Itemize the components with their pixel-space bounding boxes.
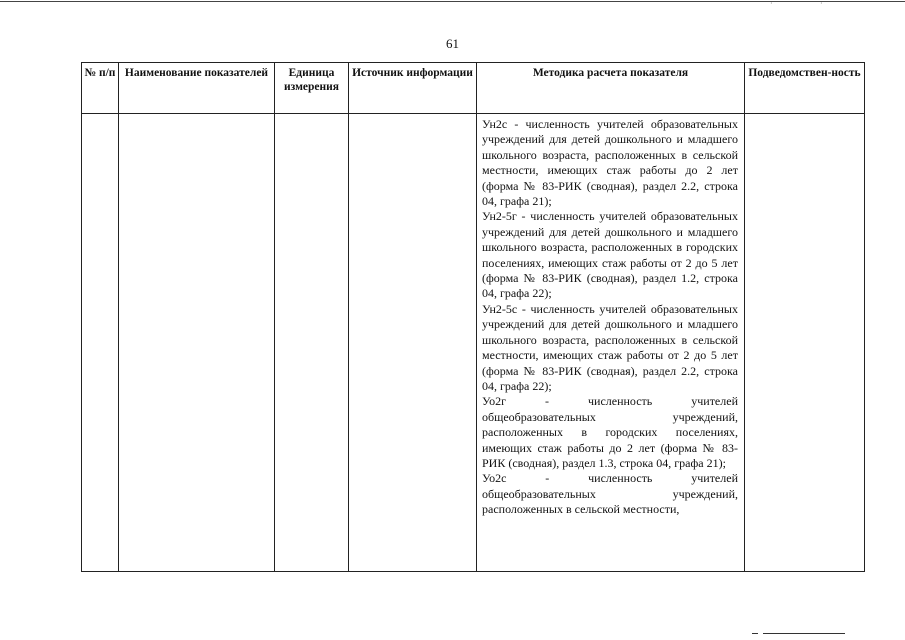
scan-artifact-mark: · bbox=[820, 0, 823, 8]
cell-unit bbox=[275, 114, 349, 572]
method-entry: Ун2с - численность учителей образовательных учреждений для детей дошкольного и младшего школьного возраста, расположенных в сельской местности, имеющих стаж работы до 2 лет (форма № 83-РИК (сводная), раздел 2.2, строка 04, графа 21); bbox=[482, 117, 738, 209]
method-entry: Ун2-5с - численность учителей образовательных учреждений для детей дошкольного и младшего школьного возраста, расположенных в сельской местности, имеющих стаж работы от 2 до 5 лет (форма № 83-РИК (сводная), раздел 2.2, строка 04, графа 22); bbox=[482, 301, 738, 393]
cell-indicator-name bbox=[119, 114, 275, 572]
header-number: № п/п bbox=[82, 63, 119, 114]
cell-source bbox=[349, 114, 477, 572]
table-row bbox=[82, 114, 865, 572]
footer-dash bbox=[752, 633, 758, 634]
header-method: Методика расчета показателя bbox=[477, 63, 745, 114]
header-unit: Единица измерения bbox=[275, 63, 349, 114]
header-subordination: Подведомствен-ность bbox=[745, 63, 865, 114]
page-number: 61 bbox=[446, 36, 459, 51]
header-source: Источник информации bbox=[349, 63, 477, 114]
header-indicator-name: Наименование показателей bbox=[119, 63, 275, 114]
footer-line bbox=[763, 633, 845, 634]
method-entry: Уо2г - численность учителей общеобразовательных учреждений, расположенных в городских поселениях, имеющих стаж работы до 2 лет (форма № 83-РИК (сводная), раздел 1.3, строка 04, графа 21); bbox=[482, 394, 738, 470]
cell-number bbox=[82, 114, 119, 572]
cell-method bbox=[477, 114, 745, 572]
indicators-table bbox=[81, 62, 865, 572]
scan-artifact-mark: · bbox=[770, 0, 773, 8]
cell-subordination bbox=[745, 114, 865, 572]
table-header-row bbox=[82, 63, 865, 114]
method-entry: Уо2с - численность учителей общеобразовательных учреждений, расположенных в сельской местности, bbox=[482, 471, 738, 517]
method-entry: Ун2-5г - численность учителей образовательных учреждений для детей дошкольного и младшего школьного возраста, расположенных в городских поселениях, имеющих стаж работы от 2 до 5 лет (форма № 83-РИК (сводная), раздел 1.2, строка 04, графа 22); bbox=[482, 209, 738, 301]
